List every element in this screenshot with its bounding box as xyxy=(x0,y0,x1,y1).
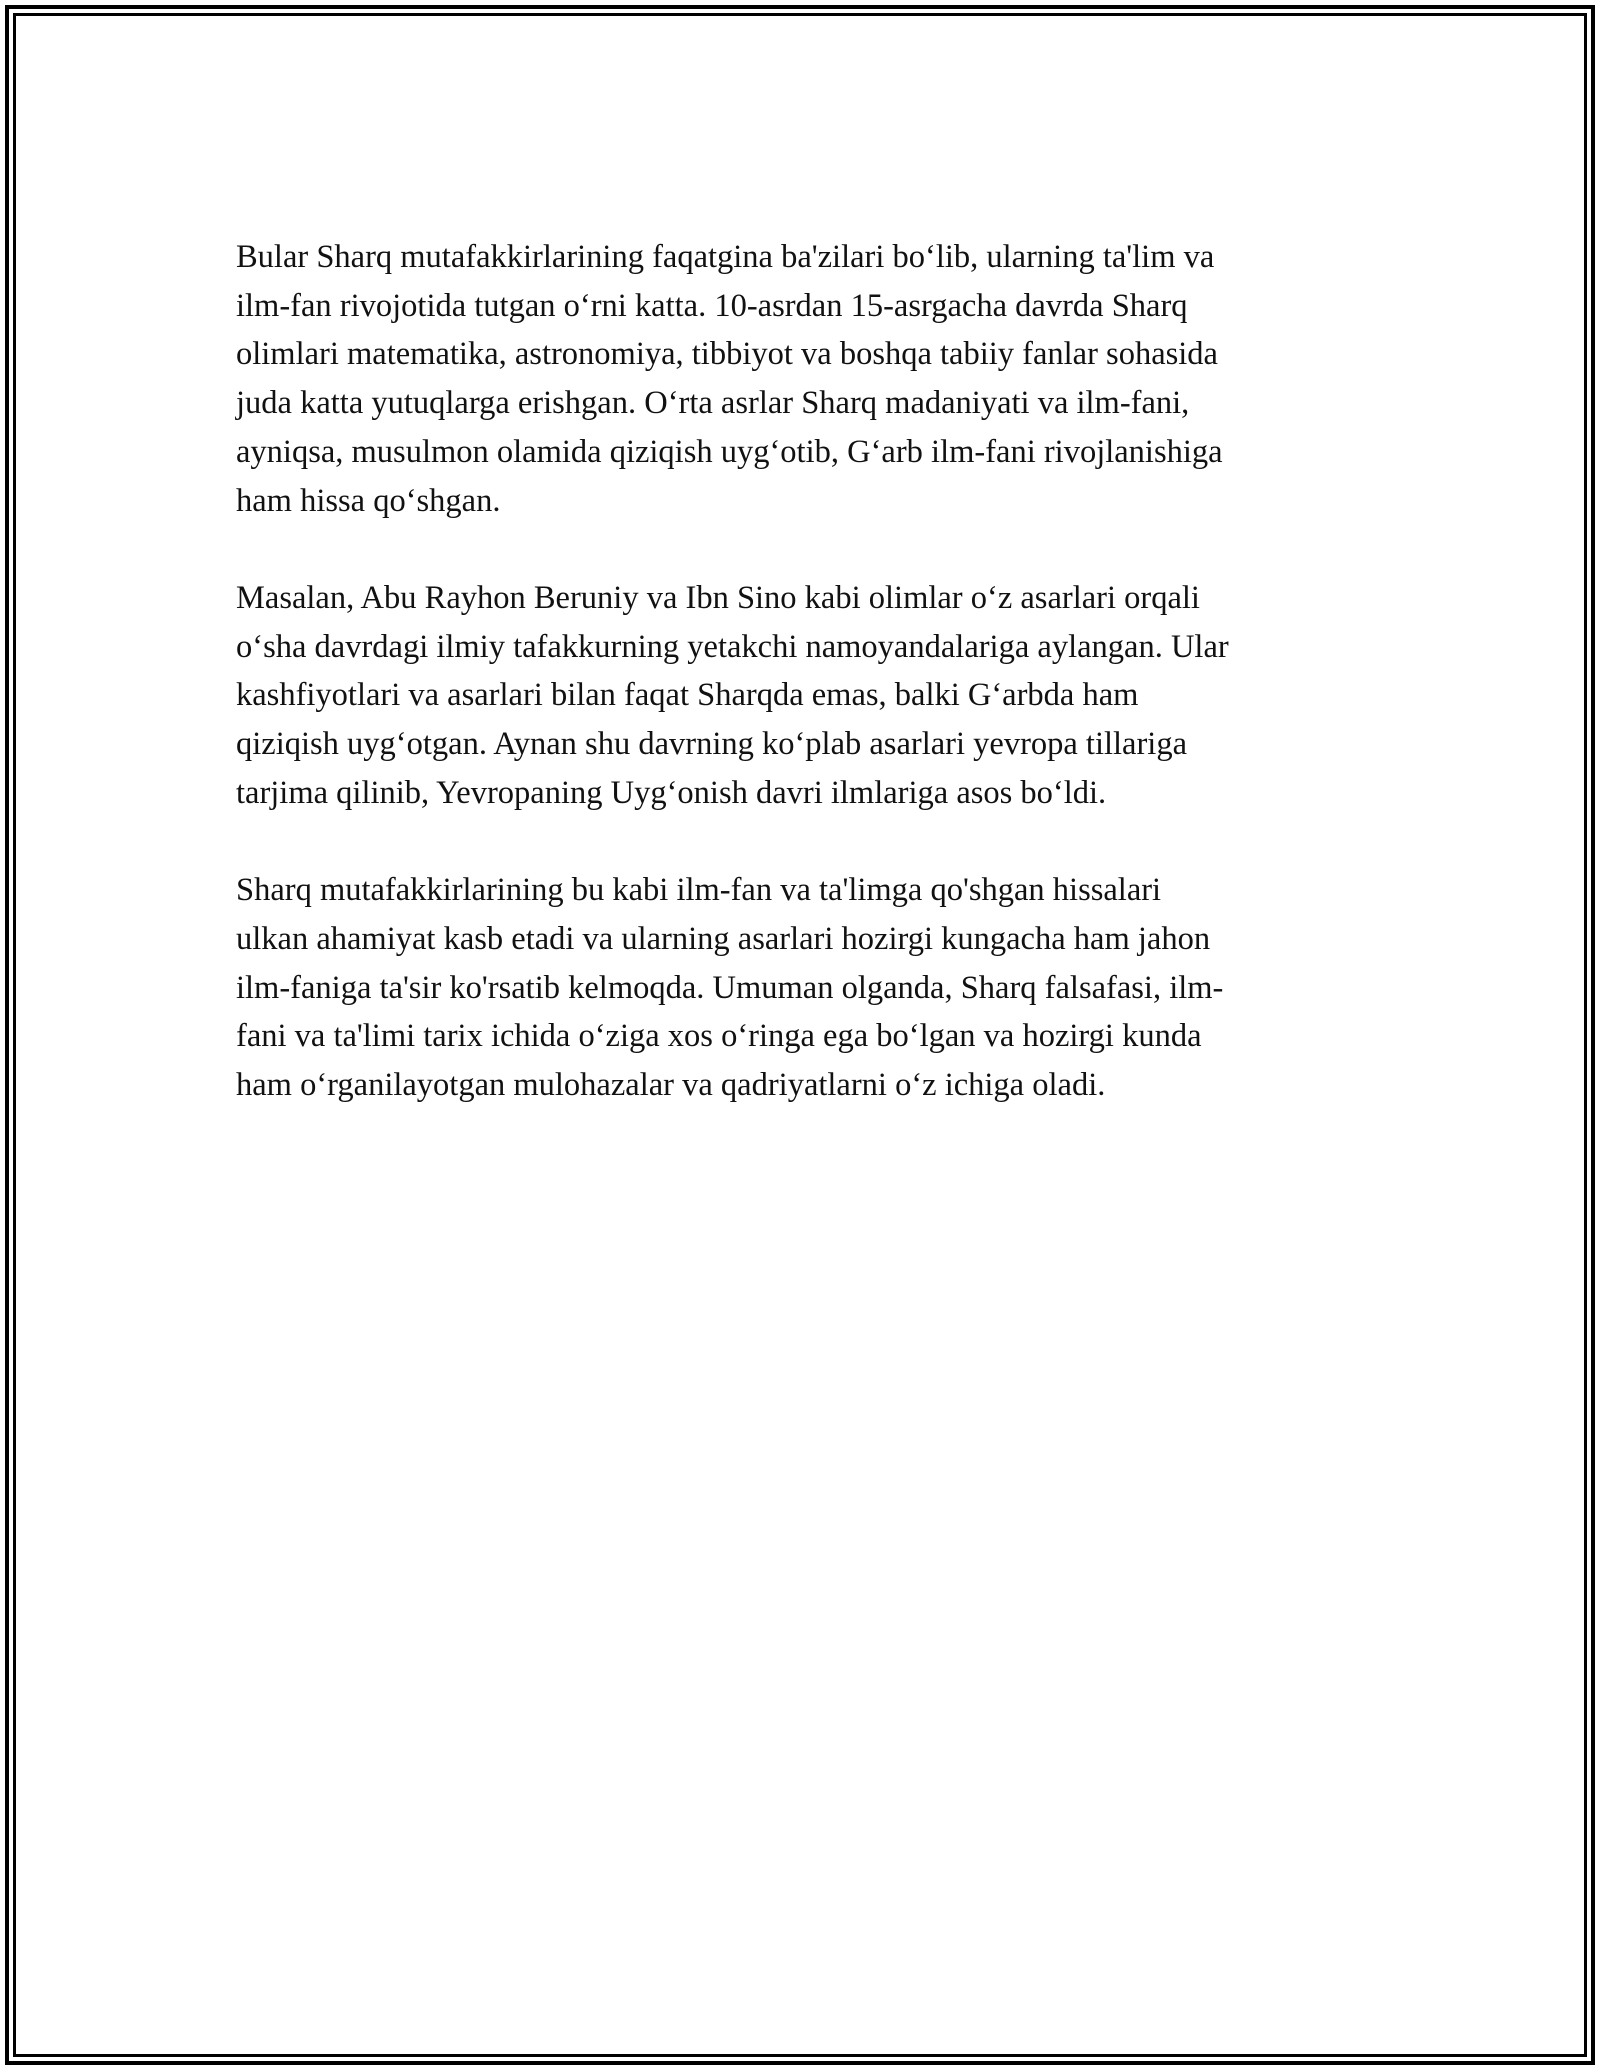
paragraph-3: Sharq mutafakkirlarining bu kabi ilm-fan va ta'limga qo'shgan hissalari ulkan ahamiyat kasb etadi va ularning asarlari hozirgi kungacha ham jahon ilm-faniga ta'sir ko'rsatib kelmoqda. Umuman olganda, Sharq falsafasi, ilm- fani va ta'limi tarix ichida oʻziga xos oʻringa ega boʻlgan va hozirgi kunda ham oʻrganilayotgan mulohazalar va qadriyatlarni oʻz ichiga oladi. xyxy=(236,872,1224,1103)
paragraph-2: Masalan, Abu Rayhon Beruniy va Ibn Sino kabi olimlar oʻz asarlari orqali oʻsha davrdagi ilmiy tafakkurning yetakchi namoyandalariga aylangan. Ular kashfiyotlari va asarlari bilan faqat Sharqda emas, balki Gʻarbda ham qiziqish uygʻotgan. Aynan shu davrning koʻplab asarlari yevropa tillariga tarjima qilinib, Yevropaning Uygʻonish davri ilmlariga asos boʻldi. xyxy=(236,579,1229,811)
document-body xyxy=(236,233,1366,1158)
paragraph-1: Bular Sharq mutafakkirlarining faqatgina ba'zilari boʻlib, ularning ta'lim va ilm-fan rivojotida tutgan oʻrni katta. 10-asrdan 15-asrgacha davrda Sharq olimlari matematika, astronomiya, tibbiyot va boshqa tabiiy fanlar sohasida juda katta yutuqlarga erishgan. Oʻrta asrlar Sharq madaniyati va ilm-fani, ayniqsa, musulmon olamida qiziqish uygʻotib, Gʻarb ilm-fani rivojlanishiga ham hissa qoʻshgan. xyxy=(236,239,1223,519)
